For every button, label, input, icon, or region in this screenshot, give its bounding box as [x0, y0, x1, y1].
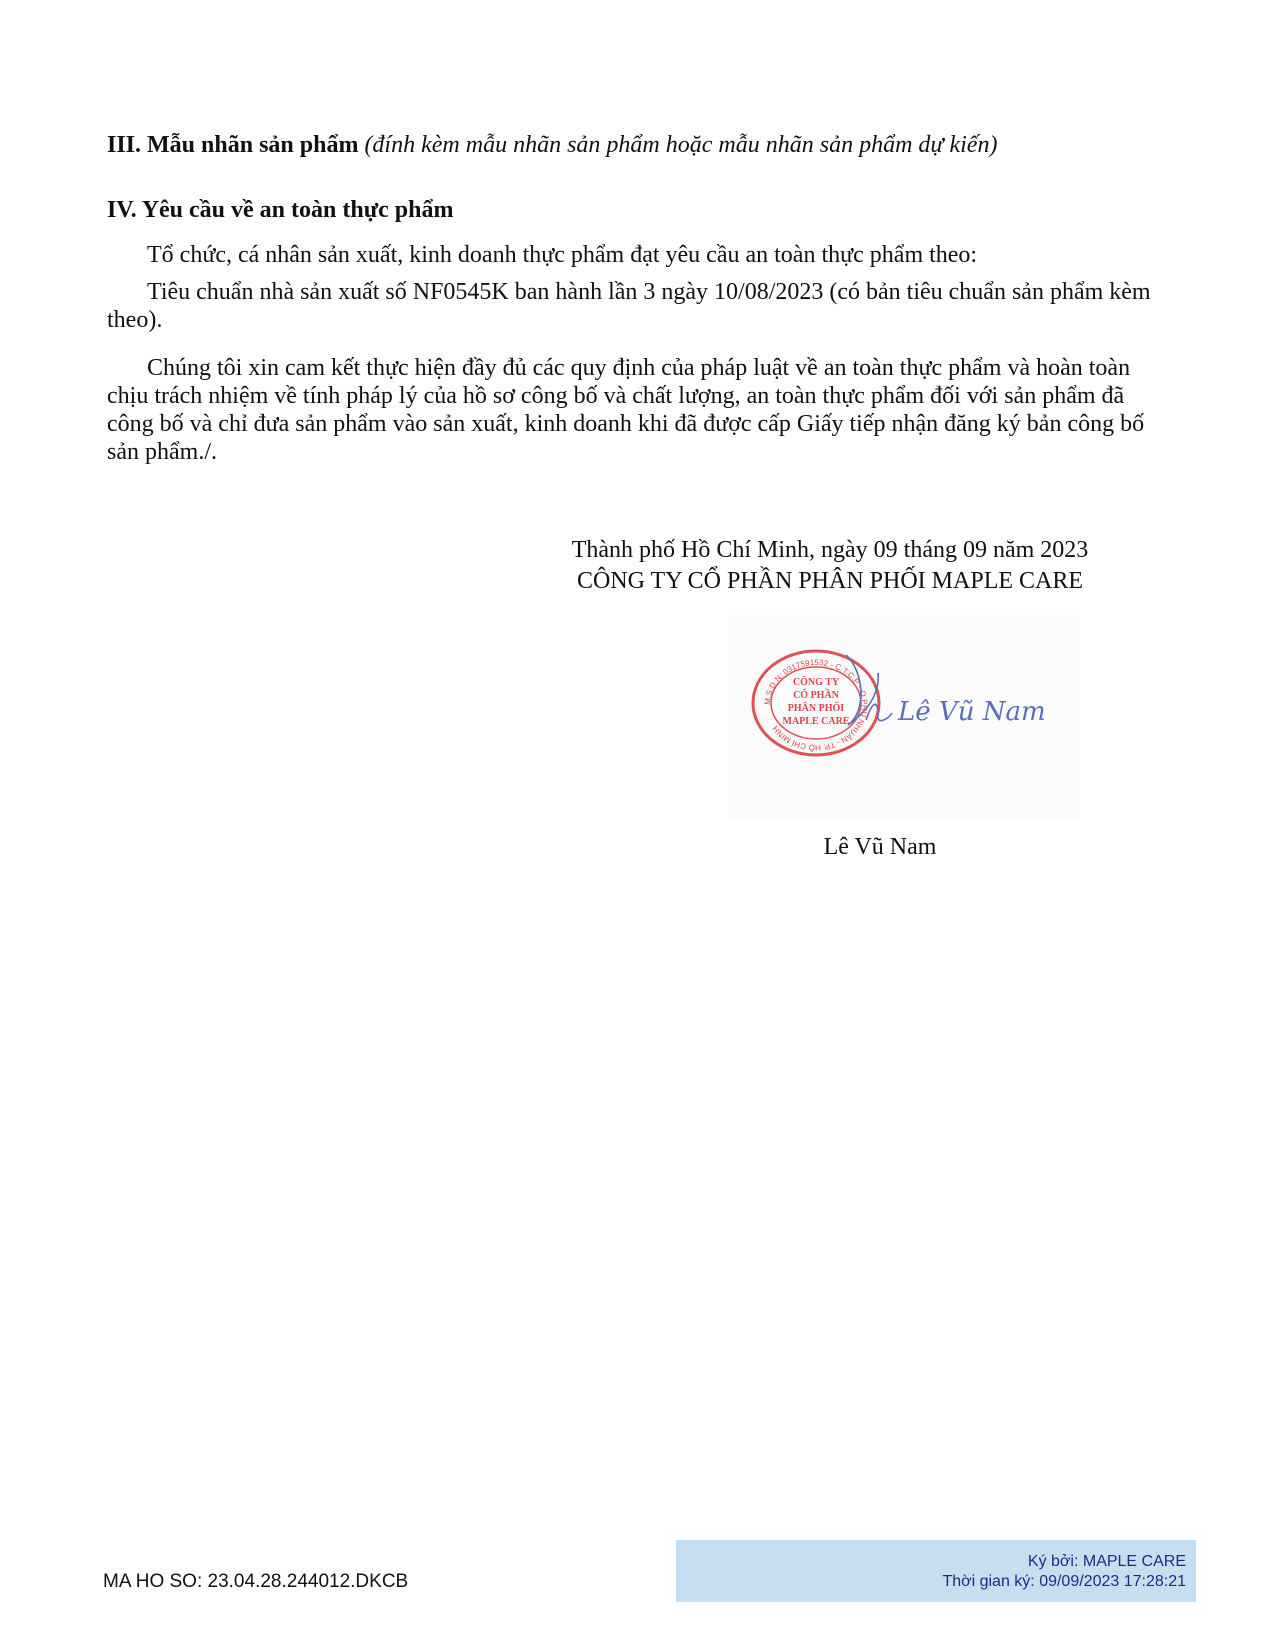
paragraph-1 — [107, 241, 1157, 269]
paragraph-2 — [107, 278, 1157, 334]
company-seal-icon — [728, 615, 1080, 820]
digital-signature-box — [676, 1540, 1196, 1602]
paragraph-3 — [107, 354, 1157, 466]
sign-time: Thời gian ký: 09/09/2023 17:28:21 — [942, 1573, 1186, 1590]
seal-ring-text: M.S.D.N: 0317591532 - C.T.C.P - Q.PHÚ NHUẬN - TP. HỒ CHÍ MINH — [762, 657, 870, 753]
paragraph-2-text: Tiêu chuẩn nhà sản xuất số NF0545K ban hành lần 3 ngày 10/08/2023 (có bản tiêu chuẩn sản phẩm kèm theo). — [107, 279, 1151, 333]
signer-name: Lê Vũ Nam — [823, 834, 937, 860]
seal-line-4: MAPLE CARE — [782, 716, 850, 727]
seal-line-3: PHÂN PHỐI — [787, 703, 845, 714]
section-3-note: (đính kèm mẫu nhãn sản phẩm hoặc mẫu nhãn sản phẩm dự kiến) — [364, 132, 998, 158]
dossier-code: MA HO SO: 23.04.28.244012.DKCB — [103, 1571, 409, 1592]
section-4-heading: IV. Yêu cầu về an toàn thực phẩm — [107, 197, 454, 223]
company-name: CÔNG TY CỔ PHẦN PHÂN PHỐI MAPLE CARE — [576, 568, 1084, 594]
section-3-title: III. Mẫu nhãn sản phẩm — [107, 132, 359, 158]
seal-line-2: CỔ PHẦN — [793, 690, 839, 701]
seal-and-signature — [728, 615, 1080, 820]
place-date: Thành phố Hồ Chí Minh, ngày 09 tháng 09 năm 2023 — [571, 537, 1089, 563]
paragraph-3-text: Chúng tôi xin cam kết thực hiện đầy đủ các quy định của pháp luật về an toàn thực phẩm và hoàn toàn chịu trách nhiệm về tính pháp lý của hồ sơ công bố và chất lượng, an toàn thực phẩm đối với sản phẩm đã công bố và chỉ đưa sản phẩm vào sản xuất, kinh doanh khi đã được cấp Giấy tiếp nhận đăng ký bản công bố sản phẩm./. — [107, 355, 1145, 465]
section-3-heading — [107, 130, 997, 160]
seal-line-1: CÔNG TY — [792, 677, 840, 688]
signed-by: Ký bởi: MAPLE CARE — [1027, 1553, 1186, 1570]
paragraph-1-text: Tổ chức, cá nhân sản xuất, kinh doanh thực phẩm đạt yêu cầu an toàn thực phẩm theo: — [147, 242, 978, 268]
handwritten-signature: Lê Vũ Nam — [898, 697, 1046, 727]
